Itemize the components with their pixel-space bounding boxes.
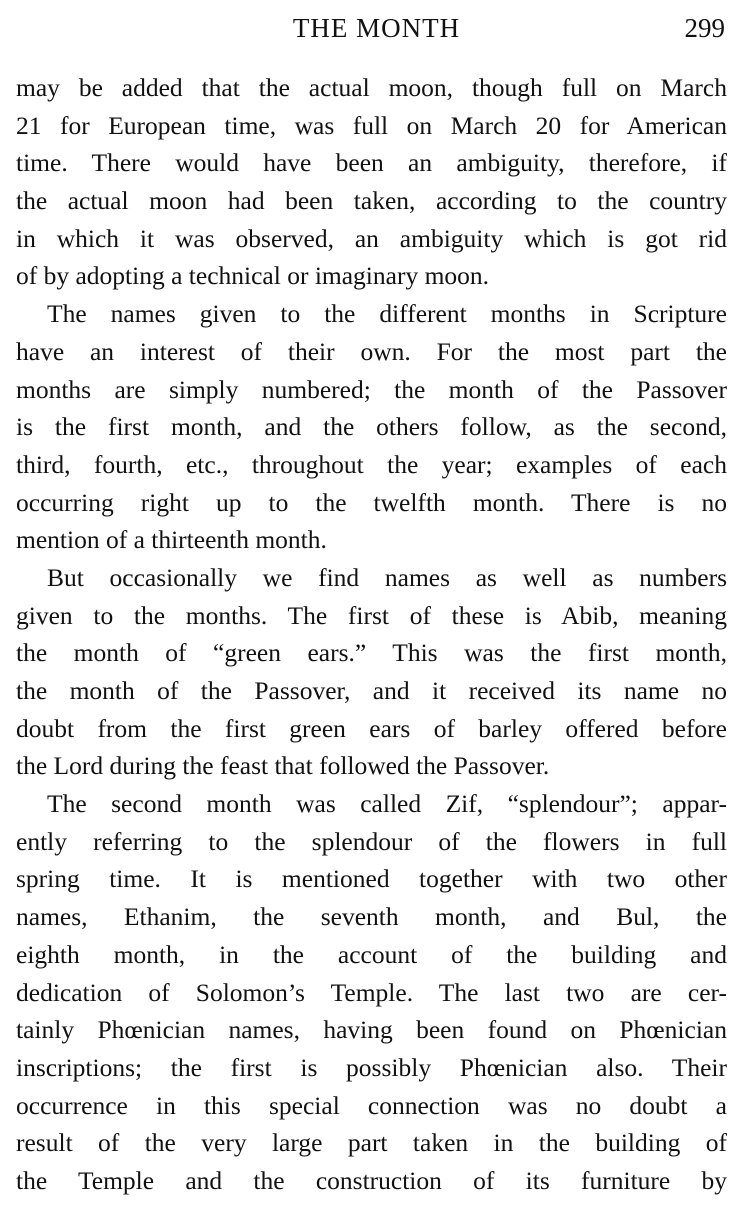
text-line: occurring right up to the twelfth month. There is no [16,487,727,517]
running-title: THE MONTH [292,13,461,43]
text-line: the actual moon had been taken, according to the country [16,186,727,216]
page-number: 299 [684,13,725,43]
text-line: tainly Phœnician names, having been found on Phœnician [16,1015,727,1045]
paragraph [16,69,727,295]
paragraph [16,785,727,1200]
text-line: names, Ethanim, the seventh month, and Bul, the [16,902,727,932]
text-line: occurrence in this special connection was no doubt a [16,1090,727,1120]
text-line: may be added that the actual moon, though full on March [16,73,727,102]
text-line: is the first month, and the others follow, as the second, [16,412,727,442]
paragraph [16,295,727,559]
text-line: months are simply numbered; the month of the Passover [16,374,727,404]
text-line: The names given to the different months in Scripture [47,299,727,329]
text-line: third, fourth, etc., throughout the year; examples of each [16,449,727,479]
text-line: 21 for European time, was full on March 20 for American [16,110,727,140]
text-line: of by adopting a technical or imaginary moon. [16,261,490,291]
text-line: have an interest of their own. For the most part the [16,336,727,366]
text-line: time. There would have been an ambiguity, therefore, if [16,148,727,178]
text-line: The second month was called Zif, “splendour”; appar- [47,789,727,819]
running-head [0,10,753,46]
text-line: the month of the Passover, and it received its name no [16,676,727,705]
body-text [16,69,727,1200]
text-line: ently referring to the splendour of the flowers in full [16,826,727,856]
text-line: the month of “green ears.” This was the first month, [16,638,727,668]
text-line: the Temple and the construction of its furniture by [16,1165,727,1195]
text-line: mention of a thirteenth month. [16,525,327,555]
text-line: inscriptions; the first is possibly Phœnician also. Their [16,1052,727,1082]
text-line: given to the months. The first of these is Abib, meaning [16,600,727,630]
text-line: in which it was observed, an ambiguity which is got rid [16,223,727,253]
text-line: result of the very large part taken in the building of [16,1128,727,1158]
text-line: eighth month, in the account of the building and [16,939,727,969]
text-line: the Lord during the feast that followed the Passover. [16,751,550,781]
text-line: doubt from the first green ears of barley offered before [16,713,727,743]
text-line: dedication of Solomon’s Temple. The last two are cer- [16,977,727,1007]
text-line: But occasionally we find names as well as numbers [47,562,727,592]
paragraph [16,559,727,785]
text-line: spring time. It is mentioned together with two other [16,864,727,894]
